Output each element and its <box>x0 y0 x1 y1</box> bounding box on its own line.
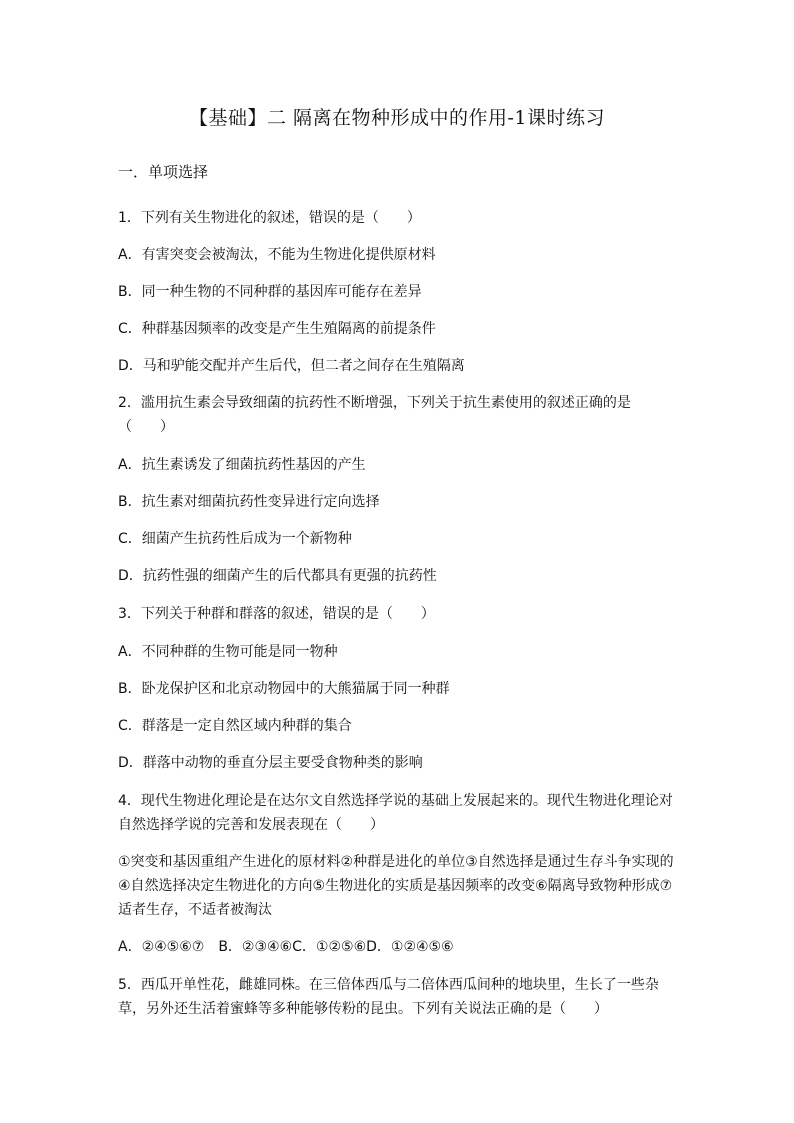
question-3-stem: 3．下列关于种群和群落的叙述，错误的是（ ） <box>118 606 435 622</box>
section-heading: 一．单项选择 <box>118 163 209 181</box>
question-5-stem: 5．西瓜开单性花，雌雄同株。在三倍体西瓜与二倍体西瓜间种的地块里，生长了一些杂草，另外还生活着蜜蜂等多种能够传粉的昆虫。下列有关说法正确的是（ ） <box>118 977 659 1017</box>
question-2-stem: 2．滥用抗生素会导致细菌的抗药性不断增强，下列关于抗生素使用的叙述正确的是（ ） <box>118 395 631 435</box>
question-4-stem: 4．现代生物进化理论是在达尔文自然选择学说的基础上发展起来的。现代生物进化理论对自然选择学说的完善和发展表现在（ ） <box>118 793 673 833</box>
question-2-option-c: C．细菌产生抗药性后成为一个新物种 <box>118 531 352 547</box>
page-title: 【基础】二 隔离在物种形成中的作用-1课时练习 <box>188 107 606 129</box>
question-3-option-d: D．群落中动物的垂直分层主要受食物种类的影响 <box>118 755 423 771</box>
question-1-option-b: B．同一种生物的不同种群的基因库可能存在差异 <box>118 284 422 300</box>
question-3-option-a: A．不同种群的生物可能是同一物种 <box>118 644 338 660</box>
question-1-stem: 1．下列有关生物进化的叙述，错误的是（ ） <box>118 210 421 226</box>
question-1-option-a: A．有害突变会被淘汰，不能为生物进化提供原材料 <box>118 247 436 263</box>
question-1-option-d: D．马和驴能交配并产生后代，但二者之间存在生殖隔离 <box>118 358 465 374</box>
question-3-option-c: C．群落是一定自然区域内种群的集合 <box>118 718 352 734</box>
question-2-option-d: D．抗药性强的细菌产生的后代都具有更强的抗药性 <box>118 568 437 584</box>
question-2-option-b: B．抗生素对细菌抗药性变异进行定向选择 <box>118 494 380 510</box>
question-4-options: A．②④⑤⑥⑦ B．②③④⑥C．①②⑤⑥D．①②④⑤⑥ <box>118 939 454 955</box>
question-1-option-c: C．种群基因频率的改变是产生生殖隔离的前提条件 <box>118 321 436 337</box>
question-4-statements: ①突变和基因重组产生进化的原材料②种群是进化的单位③自然选择是通过生存斗争实现的④自然选择决定生物进化的方向⑤生物进化的实质是基因频率的改变⑥隔离导致物种形成⑦适者生存，不适者被淘汰 <box>118 854 674 918</box>
question-2-option-a: A．抗生素诱发了细菌抗药性基因的产生 <box>118 457 366 473</box>
question-3-option-b: B．卧龙保护区和北京动物园中的大熊猫属于同一种群 <box>118 681 450 697</box>
